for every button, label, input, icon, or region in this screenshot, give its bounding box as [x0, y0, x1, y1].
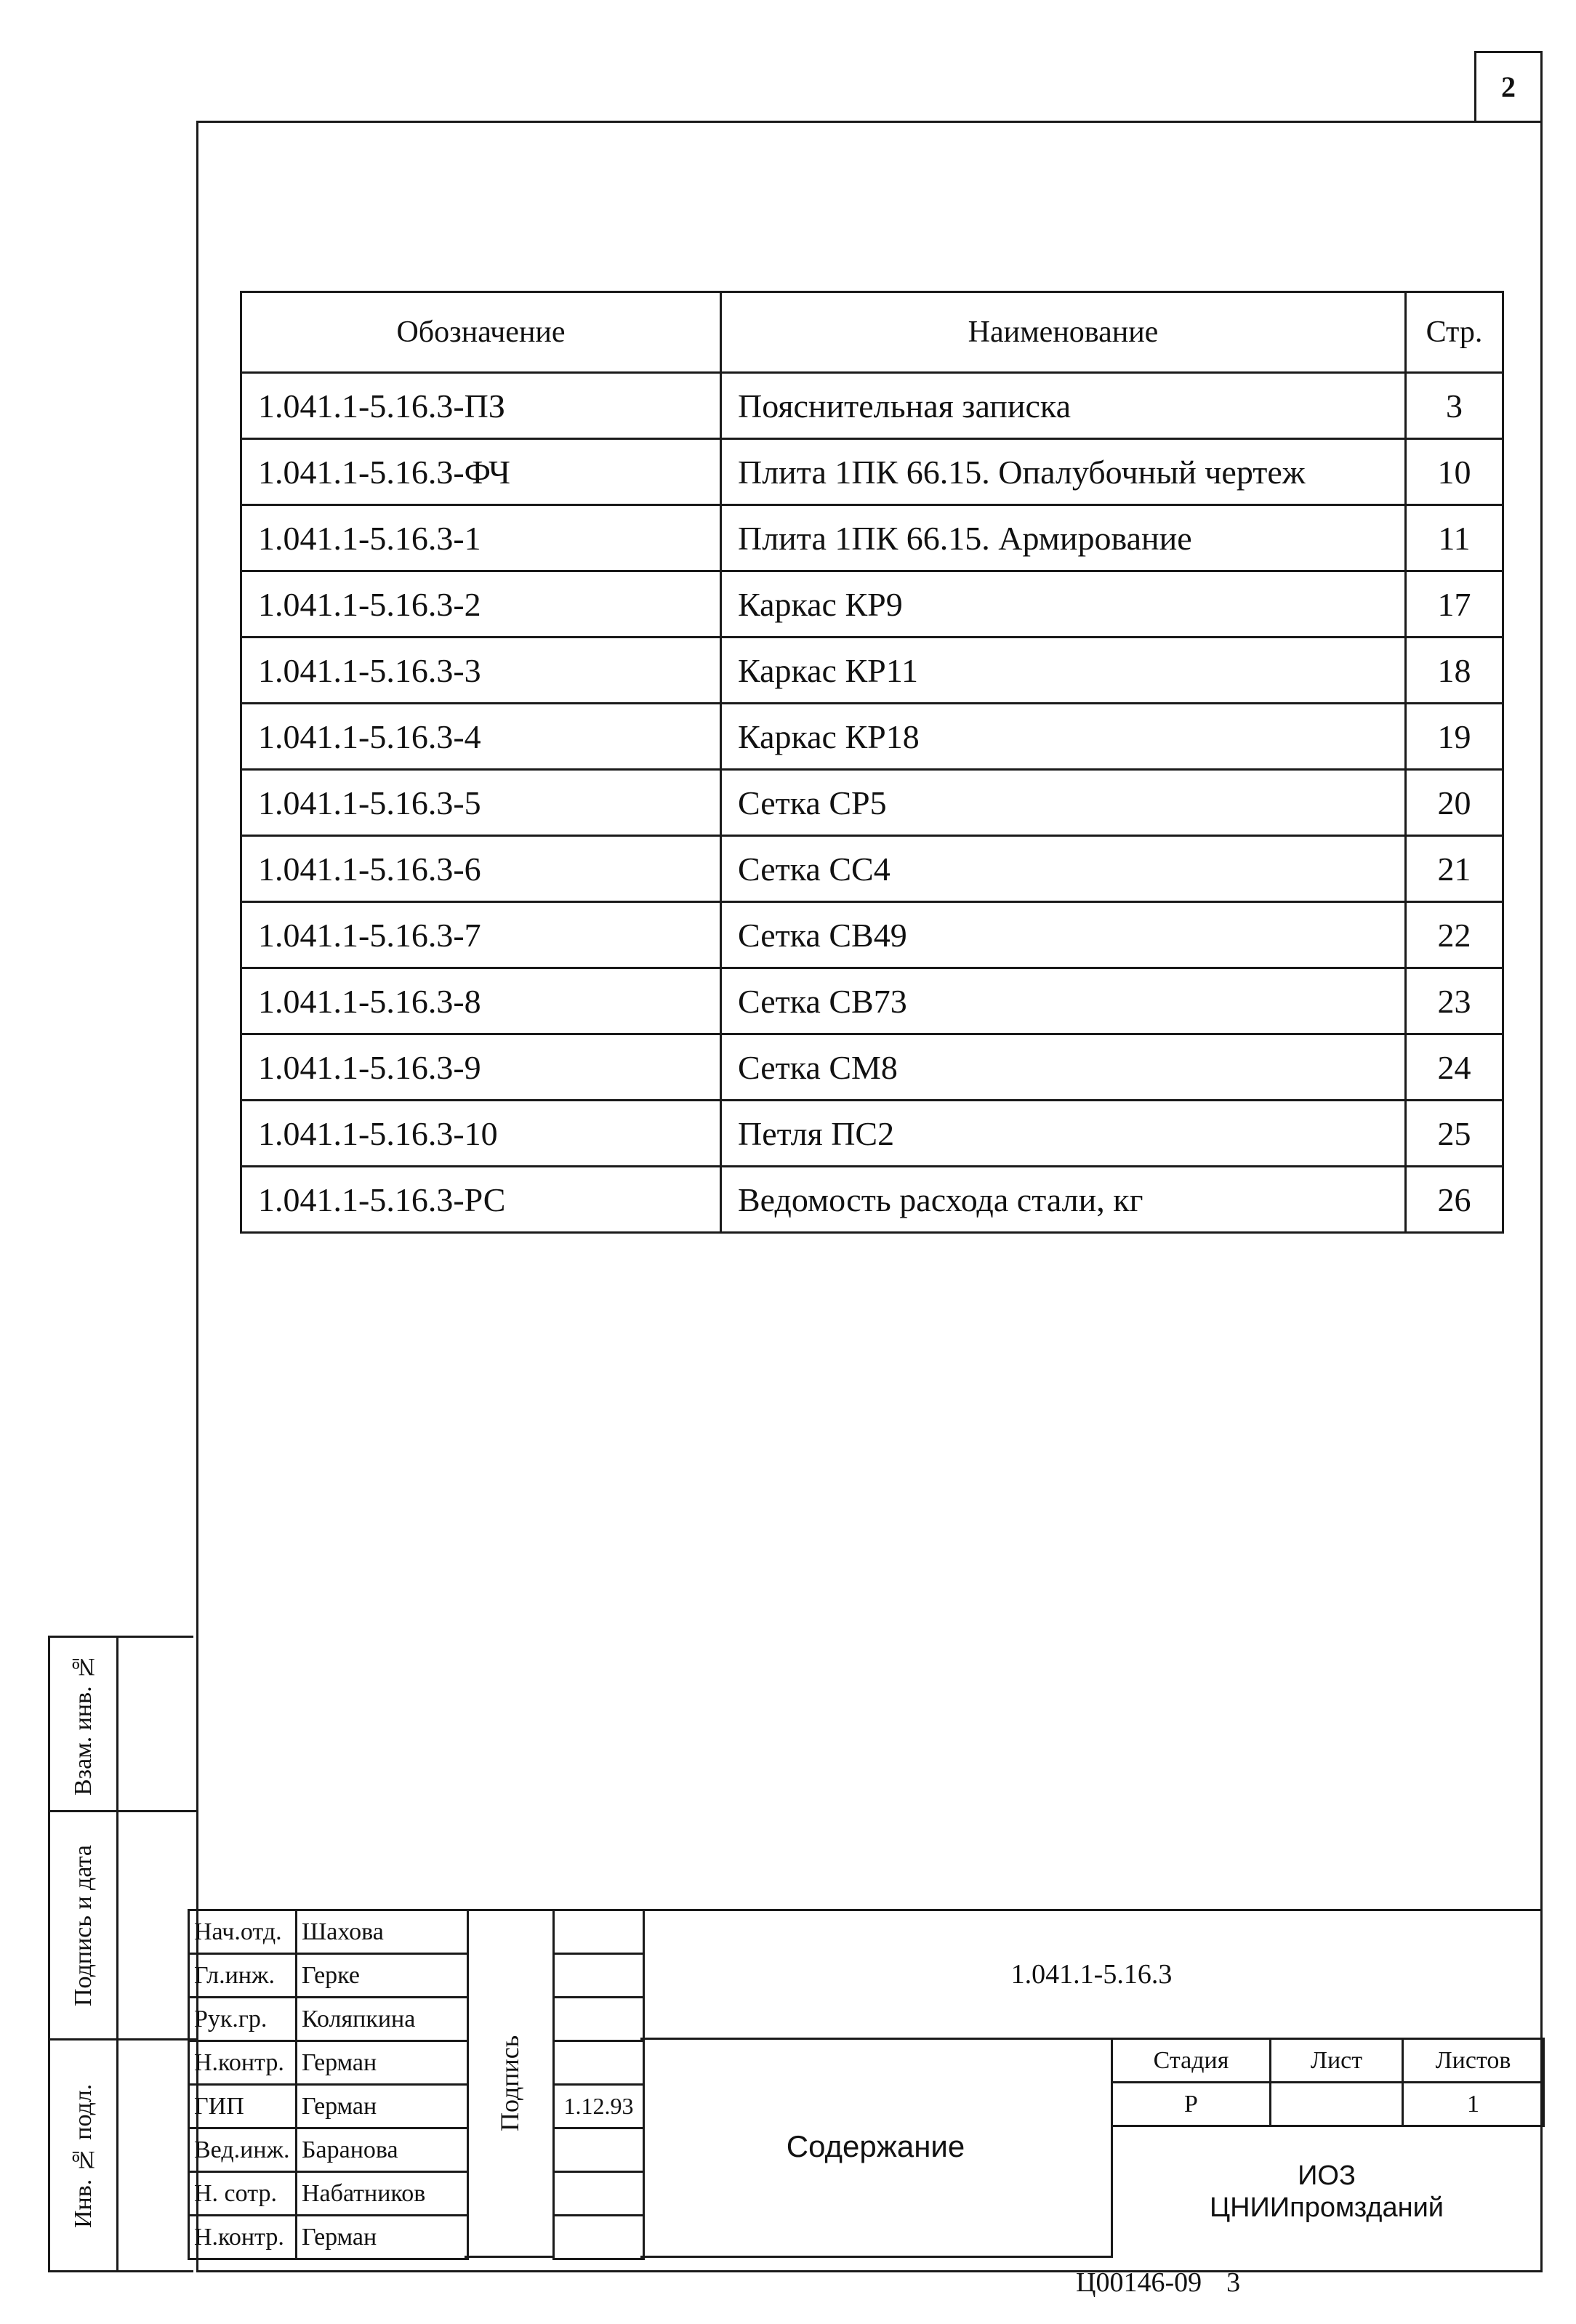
header-designation: Обозначение — [241, 292, 721, 373]
document-title-box — [640, 2038, 1113, 2258]
row-page: 20 — [1406, 770, 1503, 836]
role-name: Герман — [297, 2085, 468, 2128]
role-name: Шахова — [297, 1910, 468, 1954]
document-code: 1.041.1-5.16.3 — [1010, 1959, 1173, 1990]
role-label: Вед.инж. — [189, 2128, 297, 2172]
role-name: Баранова — [297, 2128, 468, 2172]
sheets-label: Листов — [1403, 2039, 1544, 2083]
row-code: 1.041.1-5.16.3-1 — [241, 505, 721, 571]
role-label: Н. сотр. — [189, 2172, 297, 2216]
row-page: 21 — [1406, 836, 1503, 902]
table-row — [241, 902, 1503, 968]
table-row — [241, 505, 1503, 571]
table-row — [241, 638, 1503, 704]
row-name: Пояснительная записка — [721, 373, 1406, 439]
role-label: Гл.инж. — [189, 1954, 297, 1998]
signature-label: Подпись — [495, 2035, 524, 2132]
row-code: 1.041.1-5.16.3-2 — [241, 571, 721, 638]
header-name: Наименование — [721, 292, 1406, 373]
role-name: Набатников — [297, 2172, 468, 2216]
role-label: Н.контр. — [189, 2041, 297, 2085]
row-page: 11 — [1406, 505, 1503, 571]
row-page: 18 — [1406, 638, 1503, 704]
sheet-label: Лист — [1271, 2039, 1403, 2083]
row-name: Петля ПС2 — [721, 1101, 1406, 1167]
row-name: Каркас КР11 — [721, 638, 1406, 704]
sheets-value: 1 — [1403, 2083, 1544, 2126]
sign-date: 1.12.93 — [554, 2085, 644, 2128]
row-name: Сетка СВ73 — [721, 968, 1406, 1034]
vzam-inv-label: Взам. инв. № — [70, 1652, 97, 1796]
stage-value: Р — [1112, 2083, 1271, 2126]
title-block-roles — [188, 1909, 469, 2260]
row-code: 1.041.1-5.16.3-10 — [241, 1101, 721, 1167]
row-code: 1.041.1-5.16.3-РС — [241, 1167, 721, 1233]
organization-line-2: ЦНИИпромзданий — [1209, 2192, 1444, 2223]
row-code: 1.041.1-5.16.3-3 — [241, 638, 721, 704]
row-page: 10 — [1406, 439, 1503, 505]
header-page: Стр. — [1406, 292, 1503, 373]
table-row — [241, 1101, 1503, 1167]
row-code: 1.041.1-5.16.3-6 — [241, 836, 721, 902]
role-name: Герке — [297, 1954, 468, 1998]
row-name: Плита 1ПК 66.15. Армирование — [721, 505, 1406, 571]
sheet-value — [1271, 2083, 1403, 2126]
row-name: Сетка СР5 — [721, 770, 1406, 836]
footer-page-number: 3 — [1226, 2267, 1241, 2298]
row-page: 17 — [1406, 571, 1503, 638]
row-name: Каркас КР9 — [721, 571, 1406, 638]
row-code: 1.041.1-5.16.3-4 — [241, 704, 721, 770]
role-label: Нач.отд. — [189, 1910, 297, 1954]
row-page: 26 — [1406, 1167, 1503, 1233]
sheet-number: 2 — [1474, 51, 1543, 121]
stage-label: Стадия — [1112, 2039, 1271, 2083]
role-name: Герман — [297, 2041, 468, 2085]
row-name: Сетка СМ8 — [721, 1034, 1406, 1101]
document-title: Содержание — [786, 2129, 965, 2163]
row-code: 1.041.1-5.16.3-7 — [241, 902, 721, 968]
role-name: Коляпкина — [297, 1998, 468, 2041]
row-code: 1.041.1-5.16.3-8 — [241, 968, 721, 1034]
table-row — [241, 571, 1503, 638]
table-row — [241, 704, 1503, 770]
row-page: 22 — [1406, 902, 1503, 968]
table-row — [241, 439, 1503, 505]
row-page: 24 — [1406, 1034, 1503, 1101]
row-code: 1.041.1-5.16.3-9 — [241, 1034, 721, 1101]
table-row — [241, 1167, 1503, 1233]
table-row — [241, 1034, 1503, 1101]
row-code: 1.041.1-5.16.3-5 — [241, 770, 721, 836]
contents-header-row — [241, 292, 1503, 373]
organization-line-1: ИОЗ — [1298, 2160, 1356, 2192]
row-name: Сетка СС4 — [721, 836, 1406, 902]
row-page: 19 — [1406, 704, 1503, 770]
contents-table — [240, 291, 1504, 1234]
row-name: Сетка СВ49 — [721, 902, 1406, 968]
row-code: 1.041.1-5.16.3-ПЗ — [241, 373, 721, 439]
table-row — [241, 373, 1503, 439]
row-name: Ведомость расхода стали, кг — [721, 1167, 1406, 1233]
row-page: 23 — [1406, 968, 1503, 1034]
table-row — [241, 968, 1503, 1034]
row-name: Плита 1ПК 66.15. Опалубочный чертеж — [721, 439, 1406, 505]
role-label: ГИП — [189, 2085, 297, 2128]
side-stamp-divider — [48, 1810, 196, 1812]
row-code: 1.041.1-5.16.3-ФЧ — [241, 439, 721, 505]
document-code-box — [640, 1909, 1543, 2040]
row-name: Каркас КР18 — [721, 704, 1406, 770]
table-row — [241, 770, 1503, 836]
role-name: Герман — [297, 2216, 468, 2259]
footer — [1076, 2261, 1367, 2304]
table-row — [241, 836, 1503, 902]
title-block-dates — [552, 1909, 645, 2260]
role-label: Н.контр. — [189, 2216, 297, 2259]
archive-code: Ц00146-09 — [1076, 2267, 1202, 2298]
side-stamp-divider — [116, 1636, 118, 2272]
role-label: Рук.гр. — [189, 1998, 297, 2041]
title-block-stage — [1111, 2038, 1545, 2127]
side-stamp-divider — [48, 2038, 196, 2040]
inv-podl-label: Инв. № подл. — [70, 2083, 97, 2229]
podpis-data-label: Подпись и дата — [70, 1845, 97, 2006]
row-page: 25 — [1406, 1101, 1503, 1167]
organization-box — [1111, 2127, 1543, 2258]
row-page: 3 — [1406, 373, 1503, 439]
